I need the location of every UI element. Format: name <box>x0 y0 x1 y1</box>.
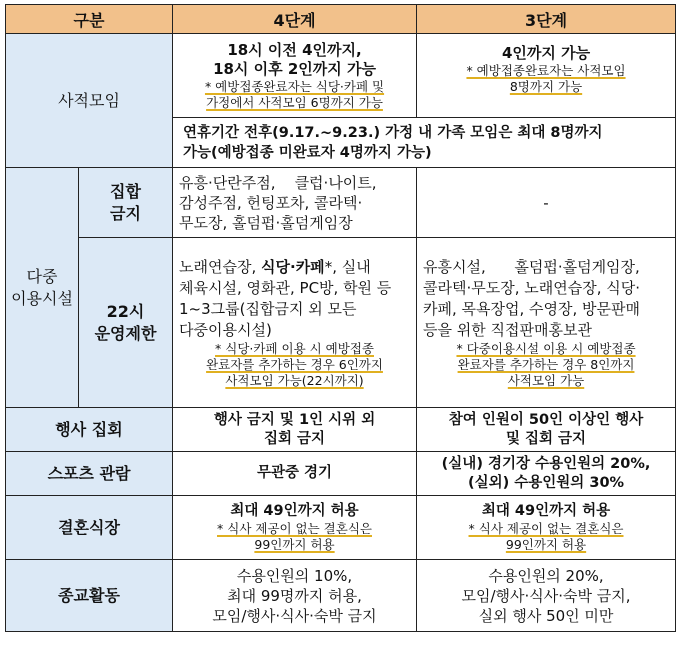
wedding-level3-line1: 최대 49인까지 허용 <box>481 503 611 519</box>
ban-level4-line3: 무도장, 홀덤펍·홀덤게임장 <box>179 213 353 232</box>
sports-level3-cell <box>417 452 676 496</box>
holiday-cell <box>173 118 676 168</box>
label-religion: 종교활동 <box>6 560 173 632</box>
wedding-level3-note2: 99인까지 허용 <box>505 537 587 552</box>
limit22-level4-note1: * 식당·카페 이용 시 예방접종 <box>215 340 374 356</box>
sports-level3-line1: (실내) 경기장 수용인원의 20%, <box>441 455 651 472</box>
header-level4: 4단계 <box>173 5 417 34</box>
religion-level4-line3: 모임/행사·식사·숙박 금지 <box>212 606 377 625</box>
events-level4-line2: 집회 금지 <box>263 430 326 447</box>
header-row <box>6 5 676 34</box>
ban-label-line2: 금지 <box>110 203 141 223</box>
ban-label-line1: 집합 <box>110 181 141 201</box>
limit22-level3-note2: 완료자를 추가하는 경우 8인까지 <box>457 356 635 372</box>
limit22-level3-line1: 유흥시설, 홀덤펍·홀덤게임장, <box>423 257 640 276</box>
religion-level4-cell <box>173 560 417 632</box>
limit22-level3-cell <box>417 238 676 408</box>
row-limit22 <box>6 238 676 408</box>
limit22-level4-note3: 사적모임 가능(22시까지) <box>225 372 364 388</box>
multi-use-label-line2: 이용시설 <box>11 288 73 308</box>
private-level4-note2: 가정에서 사적모임 6명까지 가능 <box>206 94 383 110</box>
row-events <box>6 408 676 452</box>
row-private-gathering <box>6 34 676 118</box>
limit22-level4-line4: 다중이용시설) <box>179 320 272 339</box>
events-level4-line1: 행사 금지 및 1인 시위 외 <box>213 411 376 428</box>
row-sports <box>6 452 676 496</box>
distancing-rules-table <box>5 4 676 632</box>
events-level4-cell <box>173 408 417 452</box>
private-level4-cell <box>173 34 417 118</box>
ban-level4-cell <box>173 168 417 238</box>
limit22-level3-line2: 콜라텍·무도장, 노래연습장, 식당· <box>423 278 640 297</box>
limit22-level3-line3: 카페, 목욕장업, 수영장, 방문판매 <box>423 299 640 318</box>
limit22-level4-line3: 1~3그룹(집합금지 외 모든 <box>179 299 357 318</box>
religion-level4-line2: 최대 99명까지 허용, <box>227 586 362 605</box>
private-level4-line2: 18시 이후 2인까지 가능 <box>213 59 376 78</box>
sports-level4-cell: 무관중 경기 <box>173 452 417 496</box>
religion-level3-line1: 수용인원의 20%, <box>488 566 604 585</box>
label-wedding: 결혼식장 <box>6 496 173 560</box>
private-level3-line1: 4인까지 가능 <box>501 44 591 62</box>
religion-level3-line3: 실외 행사 50인 미만 <box>478 606 614 625</box>
private-level4-note1: * 예방접종완료자는 식당·카페 및 <box>204 78 385 94</box>
row-religion <box>6 560 676 632</box>
private-level3-note2: 8명까지 가능 <box>509 79 583 94</box>
label-events: 행사 집회 <box>6 408 173 452</box>
limit22-level4-cell <box>173 238 417 408</box>
header-level3: 3단계 <box>417 5 676 34</box>
ban-level4-line2: 감성주점, 헌팅포차, 콜라텍· <box>179 193 363 212</box>
holiday-line1: 연휴기간 전후(9.17.~9.23.) 가정 내 가족 모임은 최대 8명까지 <box>183 124 603 141</box>
religion-level3-cell <box>417 560 676 632</box>
private-level4-line1: 18시 이전 4인까지, <box>227 40 362 59</box>
limit22-level4-line2: 체육시설, 영화관, PC방, 학원 등 <box>179 278 392 297</box>
wedding-level4-note2: 99인까지 허용 <box>254 537 335 552</box>
religion-level4-line1: 수용인원의 10%, <box>236 566 353 585</box>
limit22-level3-line4: 등을 위한 직접판매홍보관 <box>423 320 592 339</box>
events-level3-cell <box>417 408 676 452</box>
wedding-level3-cell <box>417 496 676 560</box>
limit22-level4-line1: 노래연습장, 식당·카페*, 실내 <box>179 257 371 276</box>
limit22-level3-note1: * 다중이용시설 이용 시 예방접종 <box>456 340 636 356</box>
header-category: 구분 <box>6 5 173 34</box>
row-wedding <box>6 496 676 560</box>
wedding-level3-note1: * 식사 제공이 없는 결혼식은 <box>468 521 624 536</box>
holiday-line2: 가능(예방접종 미완료자 4명까지 가능) <box>183 144 432 161</box>
limit22-level3-note3: 사적모임 가능 <box>507 372 585 388</box>
row-ban <box>6 168 676 238</box>
religion-level3-line2: 모임/행사·식사·숙박 금지, <box>461 586 631 605</box>
limit22-level4-note2: 완료자를 추가하는 경우 6인까지 <box>206 356 383 372</box>
private-level3-note1: * 예방접종완료자는 사적모임 <box>466 63 626 78</box>
label-sports: 스포츠 관람 <box>6 452 173 496</box>
label-limit22 <box>79 238 173 408</box>
label-ban <box>79 168 173 238</box>
multi-use-label-line1: 다중 <box>26 266 58 286</box>
wedding-level4-note1: * 식사 제공이 없는 결혼식은 <box>217 521 372 536</box>
events-level3-line2: 및 집회 금지 <box>505 430 587 447</box>
label-multi-use <box>6 168 79 408</box>
sports-level3-line2: (실외) 수용인원의 30% <box>467 474 625 491</box>
ban-level4-line1: 유흥·단란주점, 클럽·나이트, <box>179 173 377 192</box>
wedding-level4-line1: 최대 49인까지 허용 <box>230 503 359 519</box>
label-private-gathering: 사적모임 <box>6 34 173 168</box>
limit22-label-line1: 22시 <box>106 301 145 321</box>
wedding-level4-cell <box>173 496 417 560</box>
limit22-label-line2: 운영제한 <box>94 323 157 343</box>
events-level3-line1: 참여 인원이 50인 이상인 행사 <box>448 411 644 428</box>
private-level3-cell <box>417 34 676 118</box>
ban-level3-cell: - <box>417 168 676 238</box>
